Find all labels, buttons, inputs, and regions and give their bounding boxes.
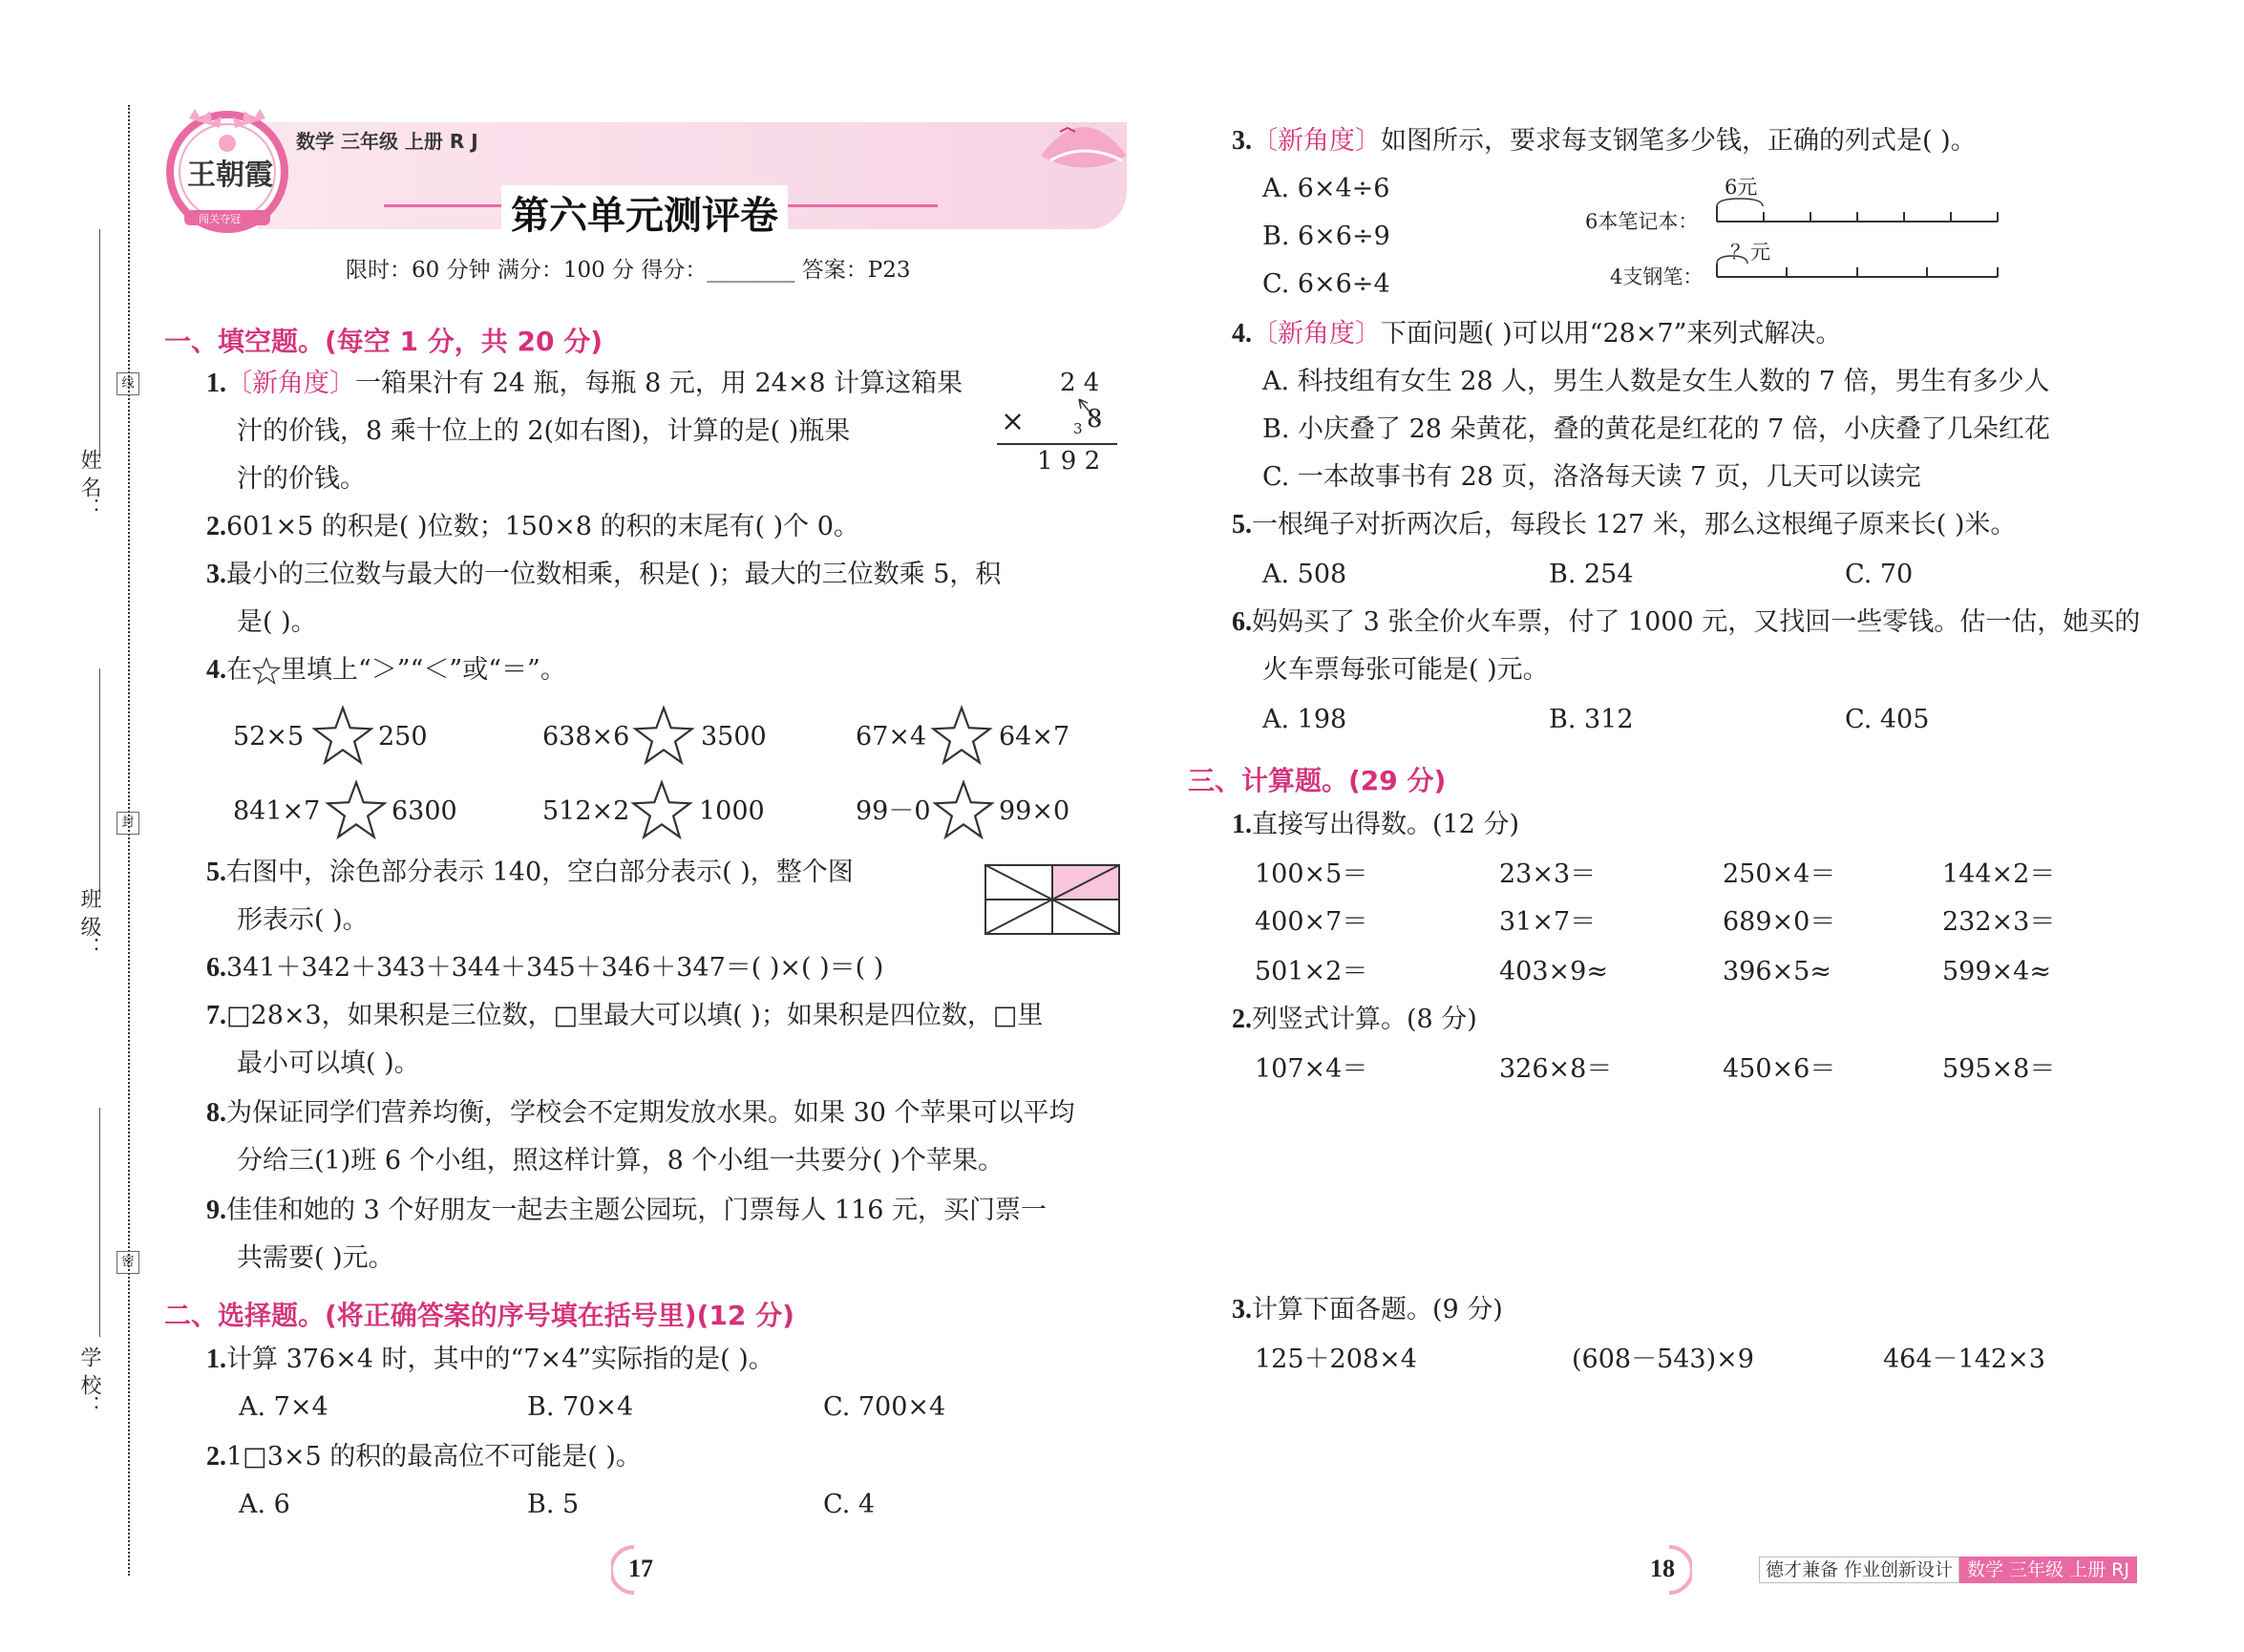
logo-subtext: 闯关夺冠 [199, 213, 241, 225]
diagram-top-label: 6元 [1725, 176, 1758, 199]
star-icon[interactable] [325, 779, 388, 842]
s1-q3 [206, 556, 1001, 594]
footer-brand: 德才兼备 作业创新设计 [1759, 1557, 1959, 1583]
mark-dense: 密 [116, 1251, 139, 1274]
s1-q7-line2: 最小可以填( )。 [237, 1048, 420, 1078]
vertical-calc-item: 326×8＝ [1499, 1054, 1613, 1084]
s1-q7-num: 7. [206, 1001, 226, 1030]
calc-item: 403×9≈ [1499, 957, 1608, 986]
footer-brand-tail: 数学 三年级 上册 RJ [1959, 1557, 2137, 1583]
s1-q5-num: 5. [206, 858, 226, 887]
calc-item: 250×4＝ [1723, 859, 1836, 889]
s1-q6-text: 341＋342＋343＋344＋345＋346＋347＝( )×( )＝( ) [226, 953, 884, 983]
s2-q4-text: 下面问题( )可以用“28×7”来列式解决。 [1381, 319, 1842, 349]
s1-q4-pre: 在 [226, 655, 252, 685]
s1-q1-line1: 一箱果汁有 24 瓶，每瓶 8 元，用 24×8 计算这箱果 [355, 369, 963, 398]
s2-q1-num: 1. [206, 1345, 226, 1374]
s1-q9-num: 9. [206, 1196, 226, 1225]
name-label: 姓 名： [77, 449, 101, 519]
s1-q6-num: 6. [206, 953, 226, 983]
mark-line: 线 [116, 372, 139, 395]
calc-item: 31×7＝ [1499, 907, 1597, 937]
s3-q3-num: 3. [1232, 1295, 1252, 1324]
page-number-left: 17 [628, 1555, 653, 1582]
s2-q6-line2: 火车票每张可能是( )元。 [1262, 655, 1549, 685]
calc-item: 100×5＝ [1255, 859, 1368, 889]
s3-q3 [1232, 1291, 1503, 1329]
s1-q9 [206, 1192, 1047, 1230]
s1-q3-line2: 是( )。 [237, 607, 317, 637]
s2-q3-option-b: B. 6×6÷9 [1262, 222, 1390, 251]
name-write-line [99, 229, 100, 458]
cmp-5-right: 1000 [699, 796, 765, 826]
s2-q4-option-b: B. 小庆叠了 28 朵黄花，叠的黄花是红花的 7 倍，小庆叠了几朵红花 [1262, 414, 2050, 444]
s1-q8-line2: 分给三(1)班 6 个小组，照这样计算，8 个小组一共要分( )个苹果。 [237, 1146, 1004, 1175]
s2-q5-num: 5. [1232, 510, 1252, 540]
s2-q6-num: 6. [1232, 607, 1252, 637]
s1-q9-line1: 佳佳和她的 3 个好朋友一起去主题公园玩，门票每人 116 元，买门票一 [226, 1196, 1048, 1225]
s2-q1-option-a: A. 7×4 [239, 1392, 328, 1422]
s2-q2-num: 2. [206, 1442, 226, 1472]
s3-q2 [1232, 1001, 1477, 1039]
star-icon[interactable] [311, 705, 374, 768]
s1-q9-line2: 共需要( )元。 [237, 1243, 394, 1273]
s1-q3-line1: 最小的三位数与最大的一位数相乘，积是( )；最大的三位数乘 5，积 [226, 560, 1002, 589]
calc-item: 689×0＝ [1723, 907, 1836, 937]
s2-q2-option-a: A. 6 [239, 1490, 290, 1519]
header-moon-ornament [1031, 103, 1136, 189]
s2-q1-text: 计算 376×4 时，其中的“7×4”实际指的是( )。 [226, 1345, 774, 1374]
s2-q1-option-b: B. 70×4 [527, 1392, 634, 1422]
page-title: 第六单元测评卷 [501, 185, 788, 240]
new-angle-tag: 〔新角度〕 [1252, 319, 1381, 349]
s2-q6-line1: 妈妈买了 3 张全价火车票，付了 1000 元，又找回一些零钱。估一估，她买的 [1252, 607, 2141, 637]
s1-q4 [206, 651, 566, 689]
s2-q5-option-c: C. 70 [1845, 560, 1914, 589]
school-label: 学 校： [77, 1346, 101, 1416]
s2-q2-option-b: B. 5 [527, 1490, 580, 1519]
s2-q6-option-b: B. 312 [1549, 705, 1634, 734]
s3-q1-num: 1. [1232, 810, 1252, 839]
calc-carry: 3 [1073, 420, 1083, 437]
calc-multiplier: 8 [1087, 405, 1103, 434]
cmp-2-right: 3500 [701, 722, 767, 752]
star-icon [252, 657, 281, 686]
s2-q3-option-a: A. 6×4÷6 [1262, 174, 1390, 203]
s1-q7-line1: □28×3，如果积是三位数，□里最大可以填( )；如果积是四位数，□里 [226, 1001, 1044, 1030]
s2-q6-option-c: C. 405 [1845, 705, 1930, 734]
s1-q7 [206, 997, 1043, 1035]
cmp-6-right: 99×0 [999, 796, 1070, 826]
shaded-rectangle-figure [984, 863, 1123, 938]
calc-sign: × [1001, 405, 1026, 438]
s2-q3 [1232, 122, 1977, 160]
s1-q1-line2: 汁的价钱，8 乘十位上的 2(如右图)，计算的是( )瓶果 [237, 416, 851, 446]
mixed-calc-item: 464－142×3 [1883, 1345, 2045, 1374]
s2-q6-option-a: A. 198 [1262, 705, 1347, 734]
s2-q1 [206, 1341, 774, 1379]
s2-q2-option-c: C. 4 [823, 1490, 876, 1519]
s3-q2-text: 列竖式计算。(8 分) [1252, 1005, 1477, 1034]
calc-rule [997, 443, 1117, 445]
s2-q5-option-a: A. 508 [1262, 560, 1347, 589]
mixed-calc-item: (608－543)×9 [1572, 1345, 1754, 1374]
s2-q4-num: 4. [1232, 319, 1252, 349]
diagram-row1-label: 6本笔记本： [1585, 210, 1699, 233]
mark-seal: 封 [116, 812, 139, 835]
s1-q4-post: 里填上“＞”“＜”或“＝”。 [281, 655, 566, 685]
page-number-right: 18 [1650, 1555, 1675, 1582]
s1-q3-num: 3. [206, 560, 226, 589]
segment-diagram [1713, 193, 2000, 298]
s1-q5-line1: 右图中，涂色部分表示 140，空白部分表示( )，整个图 [226, 858, 854, 887]
s2-q4-option-a: A. 科技组有女生 28 人，男生人数是女生人数的 7 倍，男生有多少人 [1262, 367, 2050, 396]
cmp-3-right: 64×7 [999, 722, 1070, 752]
calc-result: 1 9 2 [1037, 447, 1101, 476]
s1-q4-num: 4. [206, 655, 226, 685]
calc-item: 396×5≈ [1723, 957, 1831, 986]
diagram-row2-label: 4支钢笔： [1610, 265, 1704, 288]
school-write-line [99, 1108, 100, 1337]
exam-meta: 限时：60 分钟 满分：100 分 得分：________ 答案：P23 [346, 258, 911, 283]
section1-title: 一、填空题。(每空 1 分，共 20 分) [164, 326, 603, 357]
s3-q1-text: 直接写出得数。(12 分) [1252, 810, 1520, 839]
s2-q4 [1232, 315, 1841, 353]
calc-item: 400×7＝ [1255, 907, 1368, 937]
s1-q5 [206, 854, 854, 892]
s2-q5 [1232, 506, 2016, 544]
s1-q2-text: 601×5 的积是( )位数；150×8 的积的末尾有( )个 0。 [226, 512, 859, 541]
section2-title: 二、选择题。(将正确答案的序号填在括号里)(12 分) [164, 1300, 794, 1331]
vertical-calc-item: 595×8＝ [1942, 1054, 2056, 1084]
s2-q6 [1232, 604, 2140, 642]
cmp-6-left: 99－0 [856, 796, 931, 826]
cmp-1-right: 250 [378, 722, 428, 752]
s2-q3-num: 3. [1232, 126, 1252, 156]
new-angle-tag: 〔新角度〕 [226, 369, 355, 398]
vertical-calc-item: 450×6＝ [1723, 1054, 1836, 1084]
star-icon[interactable] [632, 705, 695, 768]
subject-line: 数学 三年级 上册 R J [296, 130, 478, 153]
s1-q8 [206, 1094, 1075, 1133]
calc-top: 2 4 [1060, 369, 1100, 397]
s2-q2 [206, 1438, 642, 1476]
s3-q1 [1232, 806, 1519, 844]
s1-q6 [206, 949, 883, 987]
s2-q1-option-c: C. 700×4 [823, 1392, 946, 1422]
class-label: 班 级： [77, 888, 101, 958]
vertical-calc-item: 107×4＝ [1255, 1054, 1368, 1084]
cmp-3-left: 67×4 [856, 722, 927, 752]
star-icon[interactable] [930, 705, 993, 768]
calc-item: 232×3＝ [1942, 907, 2056, 937]
s1-q1-num: 1. [206, 369, 226, 398]
new-angle-tag: 〔新角度〕 [1252, 126, 1381, 156]
s1-q2 [206, 508, 859, 546]
s2-q3-text: 如图所示，要求每支钢笔多少钱，正确的列式是( )。 [1381, 126, 1977, 156]
s1-q2-num: 2. [206, 512, 226, 541]
calc-item: 23×3＝ [1499, 859, 1597, 889]
s1-q8-num: 8. [206, 1098, 226, 1128]
cmp-4-right: 6300 [392, 796, 457, 826]
star-icon[interactable] [630, 779, 693, 842]
s1-q1-line3: 汁的价钱。 [237, 464, 366, 494]
s3-q3-text: 计算下面各题。(9 分) [1252, 1295, 1503, 1324]
diagram-question-label: ？元 [1730, 241, 1770, 264]
cmp-2-left: 638×6 [542, 722, 630, 752]
s2-q3-option-c: C. 6×6÷4 [1262, 269, 1390, 299]
star-icon[interactable] [932, 779, 995, 842]
logo-text: 王朝霞 [187, 159, 273, 192]
mixed-calc-item: 125＋208×4 [1255, 1345, 1417, 1374]
calc-item: 599×4≈ [1942, 957, 2051, 986]
s3-q2-num: 2. [1232, 1005, 1252, 1034]
s2-q2-text: 1□3×5 的积的最高位不可能是( )。 [226, 1442, 642, 1472]
s2-q5-text: 一根绳子对折两次后，每段长 127 米，那么这根绳子原来长( )米。 [1252, 510, 2017, 540]
class-write-line [99, 668, 100, 898]
binding-dotted-line [128, 105, 130, 1576]
cmp-5-left: 512×2 [542, 796, 630, 826]
cmp-4-left: 841×7 [233, 796, 321, 826]
s1-q5-line2: 形表示( )。 [237, 905, 369, 935]
s1-q8-line1: 为保证同学们营养均衡，学校会不定期发放水果。如果 30 个苹果可以平均 [226, 1098, 1075, 1128]
calc-item: 144×2＝ [1942, 859, 2056, 889]
s1-q1 [206, 365, 963, 403]
s2-q5-option-b: B. 254 [1549, 560, 1634, 589]
section3-title: 三、计算题。(29 分) [1188, 765, 1447, 796]
calc-item: 501×2＝ [1255, 957, 1368, 986]
cmp-1-left: 52×5 [233, 722, 305, 752]
s2-q4-option-c: C. 一本故事书有 28 页，洛洛每天读 7 页，几天可以读完 [1262, 462, 1921, 492]
